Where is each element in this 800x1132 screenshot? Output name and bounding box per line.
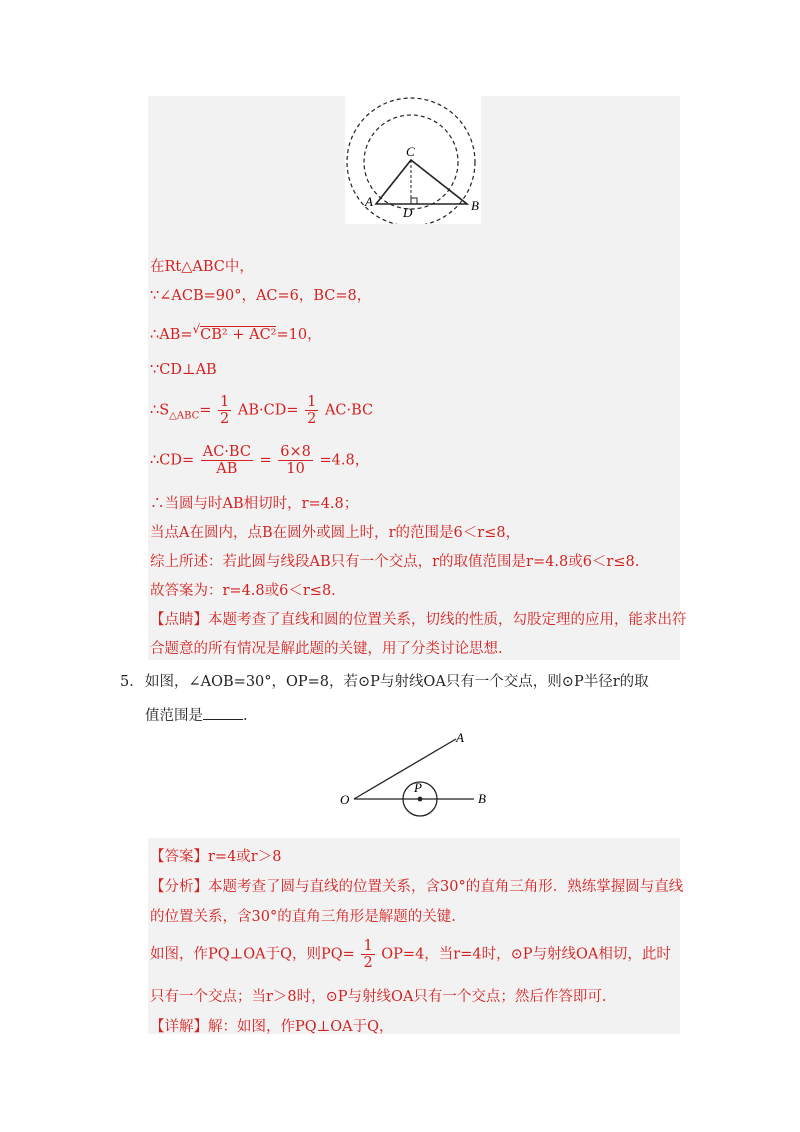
answer-blank xyxy=(203,719,243,720)
l3-post: =10， xyxy=(276,327,322,343)
l5-b: AC·BC xyxy=(324,402,374,419)
answer-line: 【答案】r=4或r＞8 xyxy=(150,849,282,865)
solution-line-3 xyxy=(150,322,322,344)
ray-circle-figure xyxy=(338,728,498,824)
label-d: D xyxy=(403,205,413,220)
fraction-values: $\frac{6\times 8}{10}$ xyxy=(280,444,311,477)
comment-line-2: 合题意的所有情况是解此题的关键，用了分类讨论思想. xyxy=(150,641,503,657)
analysis-line-3 xyxy=(150,938,671,971)
circle-triangle-svg xyxy=(345,96,481,224)
l6-pre: ∴CD= xyxy=(150,452,195,469)
solution-line-8: 当点A在圆内，点B在圆外或圆上时，r的范围是6＜r≤8， xyxy=(150,525,521,541)
label-o: O xyxy=(340,792,350,807)
analysis-line-1: 【分析】本题考查了圆与直线的位置关系，含30°的直角三角形．熟练掌握圆与直线 xyxy=(150,879,684,895)
fraction-half-1: $\frac{1}{2}$ xyxy=(220,394,230,427)
question-text-2 xyxy=(145,704,248,725)
l5-sub: △ABC xyxy=(169,410,200,422)
solution-line-4: ∵CD⊥AB xyxy=(150,362,217,378)
solution-line-10: 故答案为：r=4.8或6＜r≤8. xyxy=(150,583,336,599)
solution-line-5 xyxy=(150,394,373,427)
l5-mid: = xyxy=(199,402,212,419)
l6-eq: = xyxy=(259,452,272,469)
fraction-half-3: $\frac{1}{2}$ xyxy=(363,938,373,971)
q-text2-pre: 值范围是 xyxy=(145,708,203,724)
solution-line-7: ∴当圆与时AB相切时，r=4.8； xyxy=(150,496,359,512)
solution-line-1: 在Rt△ABC中， xyxy=(150,259,254,275)
comment-line-1: 【点睛】本题考查了直线和圆的位置关系，切线的性质，勾股定理的应用，能求出符 xyxy=(150,612,687,628)
detail-line: 【详解】解：如图，作PQ⊥OA于Q， xyxy=(150,1019,394,1035)
solution-line-6 xyxy=(150,444,369,477)
l3-pre: ∴AB= xyxy=(150,327,193,343)
question-number: 5． xyxy=(120,674,144,690)
l5-pre: ∴S xyxy=(150,402,170,419)
a3-post: OP=4，当r=4时，⊙P与射线OA相切，此时 xyxy=(381,946,671,963)
label-a: A xyxy=(456,730,464,745)
ray-circle-svg xyxy=(338,728,498,824)
circle-triangle-figure xyxy=(345,96,481,224)
l5-a: AB·CD= xyxy=(237,402,299,419)
l6-post: =4.8， xyxy=(319,452,370,469)
label-p: P xyxy=(414,780,422,795)
solution-line-2: ∵∠ACB=90°，AC=6，BC=8， xyxy=(150,288,372,304)
label-c: C xyxy=(406,144,415,159)
l3-root: CB² + AC² xyxy=(200,327,277,343)
solution-line-9: 综上所述：若此圆与线段AB只有一个交点，r的取值范围是r=4.8或6＜r≤8. xyxy=(150,554,640,570)
label-b: B xyxy=(478,791,486,806)
fraction-half-2: $\frac{1}{2}$ xyxy=(307,394,317,427)
q-text2-post: . xyxy=(243,708,248,724)
fraction-cd: $\frac{AC\cdot BC}{AB}$ xyxy=(202,444,251,477)
a3-pre: 如图，作PQ⊥OA于Q，则PQ= xyxy=(150,946,355,963)
label-b: B xyxy=(471,198,479,213)
root-sign: √ xyxy=(192,322,201,336)
analysis-line-4: 只有一个交点；当r＞8时，⊙P与射线OA只有一个交点；然后作答即可. xyxy=(150,989,607,1005)
label-a: A xyxy=(365,194,373,209)
analysis-line-2: 的位置关系，含30°的直角三角形是解题的关键. xyxy=(150,909,456,925)
question-text-1: 如图，∠AOB=30°，OP=8，若⊙P与射线OA只有一个交点，则⊙P半径r的取 xyxy=(145,674,649,690)
